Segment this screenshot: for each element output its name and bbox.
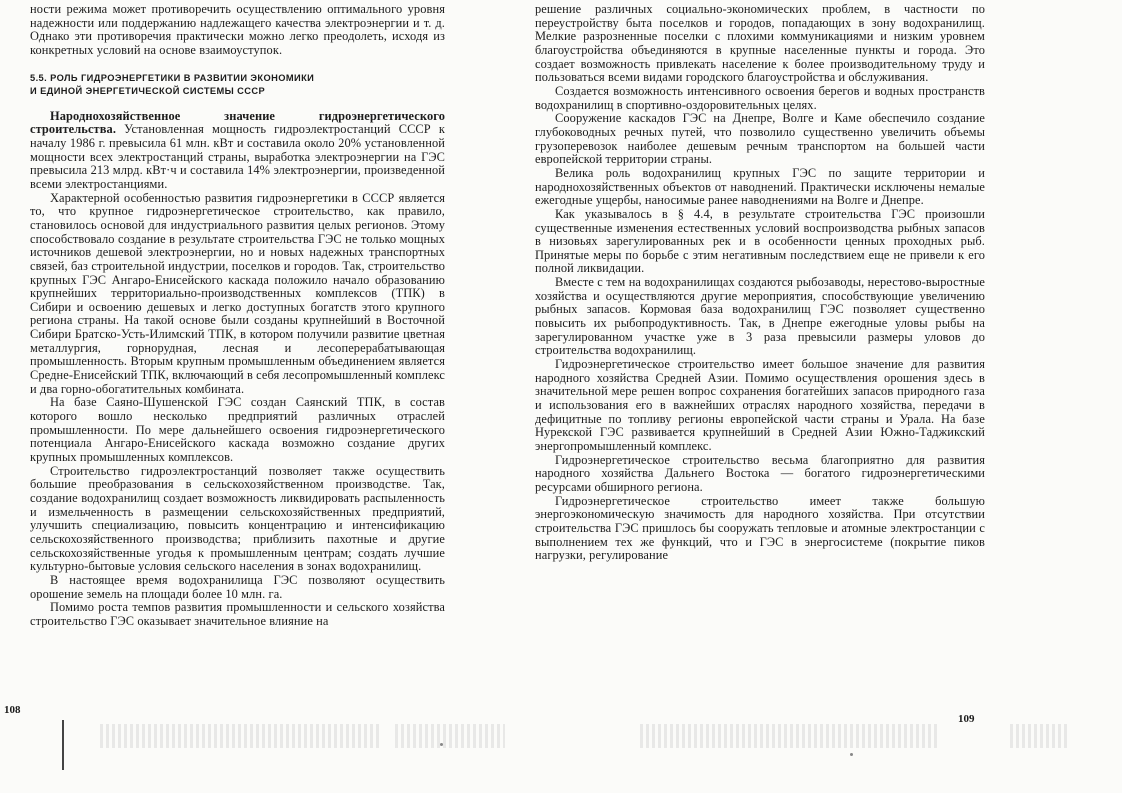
bleed-through-text (100, 724, 380, 748)
right-paragraph-1: Создается возможность интенсивного освоения берегов и водных пространств водохранилищ в спортивно-оздоровительных целях. (535, 83, 985, 112)
page-number-left: 108 (4, 704, 21, 716)
right-paragraph-3: Велика роль водохранилищ крупных ГЭС по защите территории и народнохозяйственных объектов от наводнений. Практически исключены немалые ежегодные ущербы, наносимые ранее наводнениями на Волге и Днепре. (535, 165, 985, 208)
bleed-through-text (1010, 724, 1070, 748)
right-page-text (535, 3, 985, 563)
right-paragraph-4: Как указывалось в § 4.4, в результате строительства ГЭС произошли существенные изменения естественных условий воспроизводства рыбных запасов в низовьях зарегулированных рек и в особенности ценных проходных рыб. Принятые меры по борьбе с этим негативным последствием еще не привели к его полной ликвидации. (535, 206, 985, 276)
right-opening-paragraph: решение различных социально-экономических проблем, в частности по переустройству быта поселков и городов, попадающих в зону водохранилищ. Мелкие разрозненные поселки с плохими коммуникациями и низким уровнем благоустройства объединяются в крупные населенные пункты и города. Это создает возможность привлекать население к более производительному труду и пользоваться всеми видами городского благоустройства и обслуживания. (535, 2, 985, 85)
right-paragraph-5: Вместе с тем на водохранилищах создаются рыбозаводы, нерестово-выростные хозяйства и осуществляются другие мероприятия, способствующие увеличению рыбных запасов. Кормовая база водохранилищ ГЭС позволяет существенно повысить их рыбопродуктивность. Так, в Днепре ежегодные уловы рыбы на зарегулированном участке уже в 3 раза превысили размеры уловов до строительства водохранилищ. (535, 275, 985, 358)
section-heading-line-2: И ЕДИНОЙ ЭНЕРГЕТИЧЕСКОЙ СИСТЕМЫ СССР (30, 85, 266, 96)
bleed-through-text (640, 724, 940, 748)
section-heading (30, 72, 445, 98)
paragraph-lead-title: Народнохозяйственное значение гидроэнергетического строительства. (30, 108, 445, 137)
left-paragraph-4: Строительство гидроэлектростанций позволяет также осуществить большие преобразования в сельскохозяйственном производстве. Так, создание водохранилищ создает возможность ликвидировать распыленность и измельченность в размещении сельскохозяйственных предприятий, улучшить специализацию, повысить концентрацию и интенсификацию сельскохозяйственного производства; приблизить пахотные и другие сельскохозяйственные угодья к промышленным центрам; создать лучшие культурно-бытовые условия сельского населения в зонах водохранилищ. (30, 463, 445, 574)
left-paragraph-2: Характерной особенностью развития гидроэнергетики в СССР является то, что крупное гидроэнергетическое строительство, как правило, становилось основой для индустриального развития целых регионов. Этому способствовало создание в результате строительства ГЭС не только мощных источников дешевой электроэнергии, но и новых надежных транспортных связей, баз строительной индустрии, поселков и городов. Так, строительство крупных ГЭС Ангаро-Енисейского каскада положило начало образованию крупнейших территориально-производственных комплексов (ТПК) в Сибири и освоению дешевых и легко доступных богатств этого крупного региона страны. На такой основе были созданы крупнейший в Восточной Сибири Братско-Усть-Илимский ТПК, в котором получили развитие цветная металлургия, горнорудная, лесная и лесоперерабатывающая промышленность. Вторым крупным промышленным объединением является Средне-Енисейский ТПК, включающий в себя лесопромышленный комплекс и два горно-обогатительных комбината. (30, 190, 445, 396)
paragraph-1-text: Установленная мощность гидроэлектростанций СССР к началу 1986 г. превысила 61 млн. кВт и составила около 20% установленной мощности всех электростанций страны, выработка электроэнергии на ГЭС превысила 213 млрд. кВт·ч и составила 14% электроэнергии, произведенной всеми электростанциями. (30, 122, 445, 191)
left-paragraph-5: В настоящее время водохранилища ГЭС позволяют осуществить орошение земель на площади более 10 млн. га. (30, 572, 445, 601)
scan-speck (850, 753, 853, 756)
left-opening-paragraph: ности режима может противоречить осуществлению оптимального уровня надежности или поддержанию надлежащего качества электроэнергии и т. д. Однако эти противоречия практически можно легко преодолеть, исходя из конкретных условий на основе взаимоуступок. (30, 2, 445, 57)
right-paragraph-6: Гидроэнергетическое строительство имеет большое значение для развития народного хозяйства Средней Азии. Помимо осуществления орошения здесь в значительной мере решен вопрос сохранения богатейших запасов природного газа и использования его в важнейших отраслях народного хозяйства, передачи в дефицитные по топливу регионы европейской части страны и Урала. На базе Нурекской ГЭС развивается крупнейший в Средней Азии Южно-Таджикский энергопромышленный комплекс. (535, 357, 985, 453)
section-heading-line-1: 5.5. РОЛЬ ГИДРОЭНЕРГЕТИКИ В РАЗВИТИИ ЭКОНОМИКИ (30, 72, 315, 83)
right-paragraph-7: Гидроэнергетическое строительство весьма благоприятно для развития народного хозяйства Дальнего Востока — богатого гидроэнергетическими ресурсами обширного региона. (535, 452, 985, 494)
left-paragraph-1 (30, 110, 445, 192)
page-number-right: 109 (958, 713, 975, 725)
left-paragraph-3: На базе Саяно-Шушенской ГЭС создан Саянский ТПК, в состав которого вошло несколько предприятий различных отраслей промышленности. По мере дальнейшего освоения гидроэнергетического потенциала Ангаро-Енисейского каскада возможно создание других крупных промышленных комплексов. (30, 395, 445, 465)
right-paragraph-8: Гидроэнергетическое строительство имеет также большую энергоэкономическую значимость для народного хозяйства. При отсутствии строительства ГЭС пришлось бы сооружать тепловые и атомные электростанции с выполнением тех же функций, что и ГЭС в энергосистеме (покрытие пиков нагрузки, регулирование (535, 493, 985, 563)
scan-speck (440, 743, 443, 746)
left-paragraph-6: Помимо роста темпов развития промышленности и сельского хозяйства строительство ГЭС оказывает значительное влияние на (30, 600, 445, 628)
left-page-text (30, 3, 445, 629)
right-paragraph-2: Сооружение каскадов ГЭС на Днепре, Волге и Каме обеспечило создание глубоководных речных путей, что позволило существенно увеличить объемы грузоперевозок наиболее дешевым речным транспортом на большей части европейской территории страны. (535, 111, 985, 167)
bleed-through-text (395, 724, 505, 748)
book-spine-mark (62, 720, 64, 770)
